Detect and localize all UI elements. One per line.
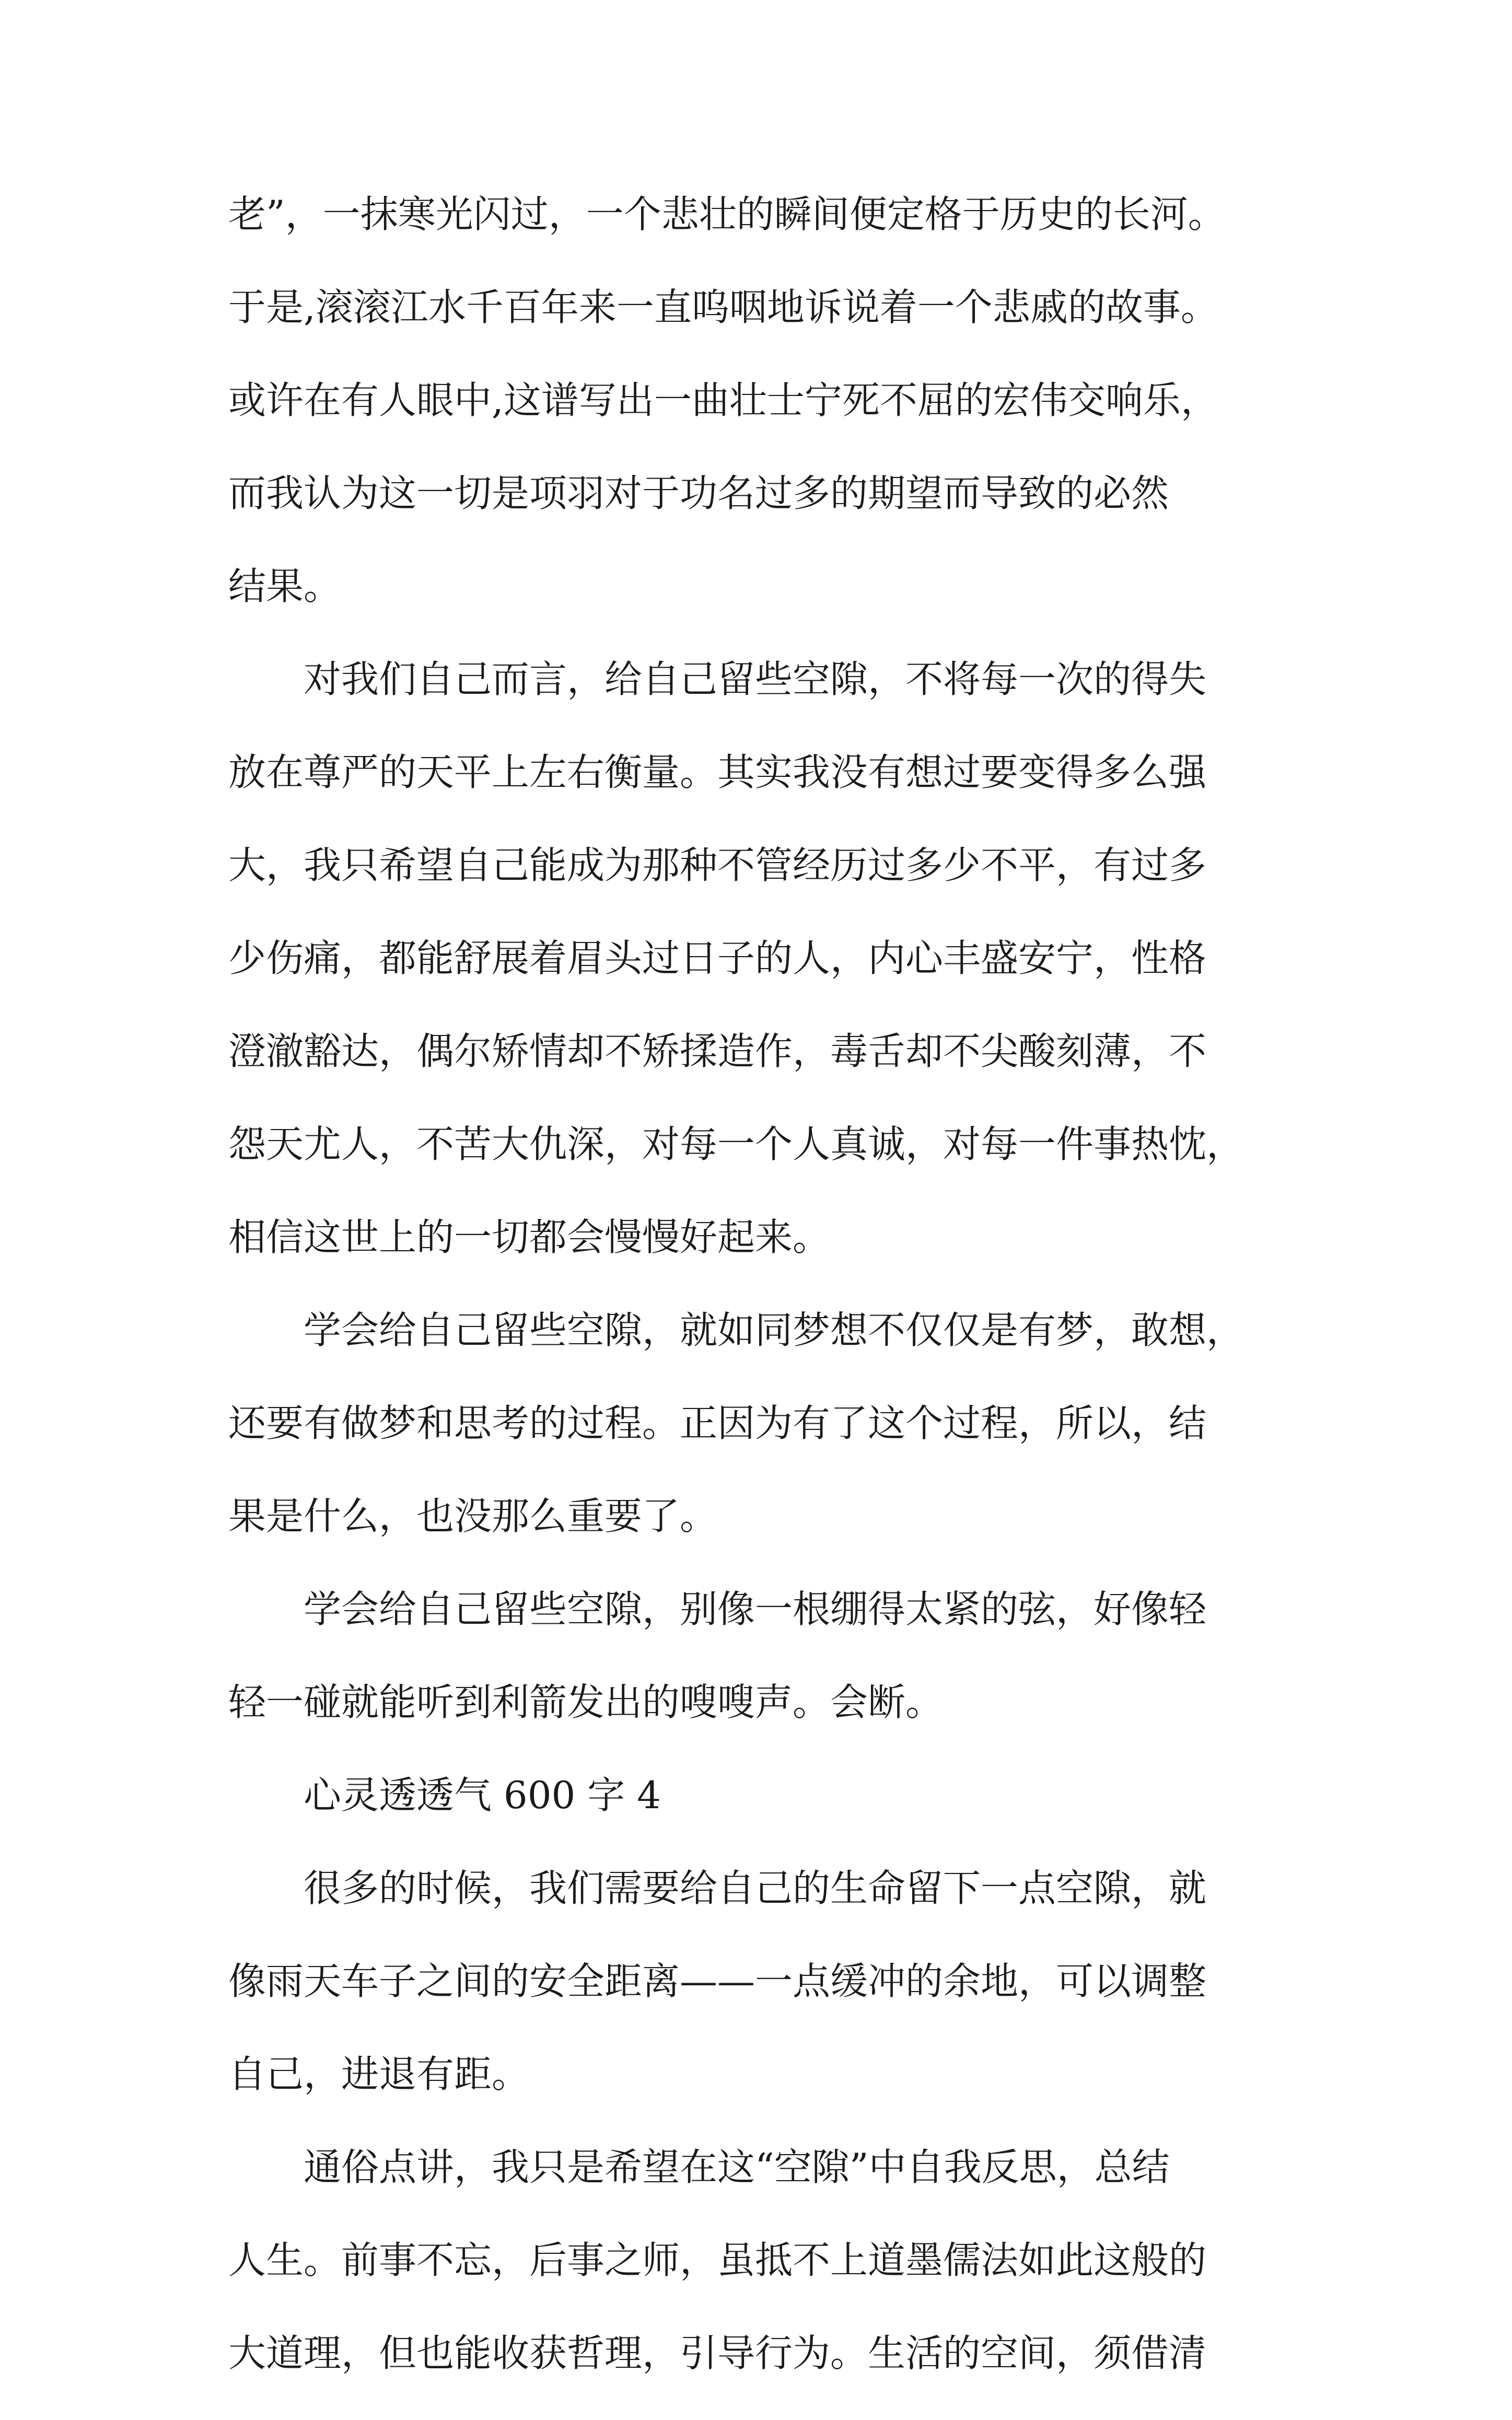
text-line: 相信这世上的一切都会慢慢好起来。 <box>228 1215 831 1259</box>
text-line: 放在尊严的天平上左右衡量。其实我没有想过要变得多么强 <box>228 750 1207 794</box>
text-line: 像雨天车子之间的安全距离——一点缓冲的余地，可以调整 <box>228 1959 1207 2003</box>
document-body <box>228 188 1294 2420</box>
text-line: 老”，一抹寒光闪过，一个悲壮的瞬间便定格于历史的长河。 <box>228 192 1226 236</box>
text-line: 大道理，但也能收获哲理，引导行为。生活的空间，须借清 <box>228 2331 1207 2375</box>
text-line: 澄澈豁达，偶尔矫情却不矫揉造作，毒舌却不尖酸刻薄，不 <box>228 1029 1207 1073</box>
text-line: 大，我只希望自己能成为那种不管经历过多少不平，有过多 <box>228 843 1207 887</box>
text-line: 而我认为这一切是项羽对于功名过多的期望而导致的必然 <box>228 471 1169 515</box>
text-line: 自己，进退有距。 <box>228 2052 530 2096</box>
text-line: 人生。前事不忘，后事之师，虽抵不上道墨儒法如此这般的 <box>228 2238 1207 2282</box>
text-line: 对我们自己而言，给自己留些空隙，不将每一次的得失 <box>304 657 1207 701</box>
text-line: 果是什么，也没那么重要了。 <box>228 1494 718 1538</box>
text-line: 结果。 <box>228 564 342 608</box>
text-line: 于是,滚滚江水千百年来一直呜咽地诉说着一个悲戚的故事。 <box>228 285 1218 329</box>
text-line: 学会给自己留些空隙，别像一根绷得太紧的弦，好像轻 <box>304 1587 1207 1631</box>
text-line: 还要有做梦和思考的过程。正因为有了这个过程，所以，结 <box>228 1401 1207 1445</box>
text-line: 通俗点讲，我只是希望在这“空隙”中自我反思，总结 <box>304 2145 1170 2189</box>
text-line: 怨天尤人，不苦大仇深，对每一个人真诚，对每一件事热忱， <box>228 1122 1245 1166</box>
text-line: 少伤痛，都能舒展着眉头过日子的人，内心丰盛安宁，性格 <box>228 936 1207 980</box>
text-line: 学会给自己留些空隙，就如同梦想不仅仅是有梦，敢想， <box>304 1308 1245 1352</box>
text-line: 轻一碰就能听到利箭发出的嗖嗖声。会断。 <box>228 1680 944 1724</box>
text-line: 心灵透透气 600 字 4 <box>304 1773 661 1817</box>
text-line: 或许在有人眼中,这谱写出一曲壮士宁死不屈的宏伟交响乐， <box>228 378 1218 422</box>
text-line: 很多的时候，我们需要给自己的生命留下一点空隙，就 <box>304 1866 1207 1910</box>
